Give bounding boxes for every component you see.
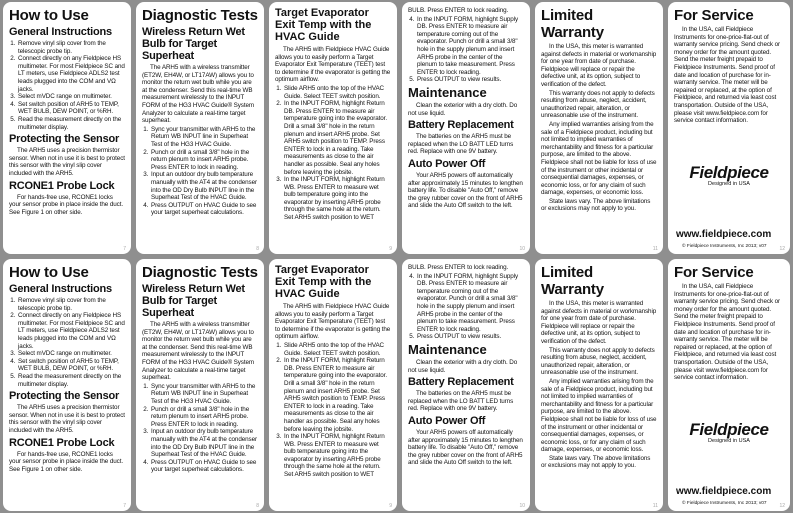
paragraph: The ARH5 with Fieldpiece HVAC Guide allows you to easily perform a Target Evaporator Exit Temperature (TEET) test to determine if the evaporator is getting the optimum airflow. [275, 46, 391, 84]
panel-diagnostic-tests [136, 259, 264, 511]
section-heading: Maintenance [408, 84, 487, 100]
panel-row [0, 259, 793, 511]
paragraph: In the USA, call Fieldpiece Instruments for one-price-flat-out of warranty service pricing. Send check or money order for the amount quoted. Send the meter freight prepaid to Fieldpiece Instruments. Send proof of date and location of purchase for in-warranty service. The meter will be repaired or replaced, at the option of Fieldpiece, and returned via least cost transportation. Outside of the USA, please visit www.fieldpiece.com for service contact information. [674, 283, 780, 382]
paragraph: For hands-free use, RCONE1 locks your sensor probe in place inside the duct. See Figure 1 on other side. [9, 450, 124, 473]
paragraph: The ARH5 with a wireless transmitter (ET2W, EH4W, or LT17AW) allows you to monitor the return wet bulb while you are at the condenser. Send this real-time WB measurement wirelessly to the INPUT FORM of the HG3 HVAC Guide® System Analyzer to calculate a real-time target superheat. [142, 64, 255, 125]
copyright: © Fieldpiece Instruments, Inc 2013; v07 [682, 501, 767, 506]
page-number: 11 [652, 246, 658, 252]
section-heading: RCONE1 Probe Lock [9, 436, 115, 449]
section-heading: Auto Power Off [408, 414, 486, 427]
paragraph: State laws vary. The above limitations or exclusions may not apply to you. [541, 454, 651, 470]
panel-service [668, 259, 790, 511]
steps-list [9, 40, 125, 131]
steps-list [408, 273, 524, 341]
section-heading: Protecting the Sensor [9, 390, 120, 403]
panel-how-to-use [3, 259, 131, 511]
paragraph: State laws vary. The above limitations or exclusions may not apply to you. [541, 197, 651, 213]
panel-title: Target Evaporator Exit Temp with the HVAC Guide [275, 264, 372, 300]
panel-teet [269, 2, 397, 254]
logo-tagline: Designed in USA [708, 438, 750, 444]
list-item: 4. Press OUTPUT on HVAC Guide to see your target superheat calculations. [150, 459, 258, 474]
panel-warranty [535, 2, 663, 254]
panel-title: Diagnostic Tests [142, 7, 258, 24]
page-number: 12 [779, 503, 785, 509]
list-item: 1. Sync your transmitter with ARH5 to the Return WB INPUT line in Superheat Test of the HG3 HVAC Guide. [150, 383, 258, 406]
brand-logo [684, 164, 774, 188]
list-item: 2. Connect directly on any Fieldpiece HS multimeter. For most Fieldpiece SC and LT meters, use Fieldpiece ADLS2 test leads plugged into the COM and VΩ jacks. [17, 312, 125, 350]
list-item: 1. Slide ARH5 onto the top of the HVAC Guide. Select TEET switch position. [283, 85, 391, 100]
list-item: 1. Remove vinyl slip cover from the telescopic probe tip. [17, 40, 125, 55]
list-item: 2. Connect directly on any Fieldpiece HS multimeter. For most Fieldpiece SC and LT meters, use Fieldpiece ADLS2 test leads plugged into the COM and VΩ jacks. [17, 55, 125, 93]
list-item: 1. Slide ARH5 onto the top of the HVAC Guide. Select TEET switch position. [283, 342, 391, 357]
panel-title: How to Use [9, 7, 89, 24]
list-item: 3. Input an outdoor dry bulb temperature manually with the AT4 at the condenser into the OD Dry Bulb INPUT line in the Superheat Test of the HVAC Guide. [150, 171, 258, 201]
list-item: 5. Read the measurement directly on the multimeter display. [17, 116, 125, 131]
steps-list [142, 126, 258, 217]
list-item: 3. Select mVDC range on multimeter. [17, 93, 125, 101]
list-item: 4. In the INPUT FORM, highlight Supply DB. Press ENTER to measure air temperature coming out of the evaporator. Punch or drill a small 3/8" hole in the supply plenum and insert ARH5 probe in the center of the plenum to take measurement. Press ENTER to lock reading. [416, 16, 524, 77]
logo-text: Fieldpiece [689, 420, 769, 439]
list-item: 5. Press OUTPUT to view results. [416, 76, 524, 84]
page-number: 9 [389, 246, 392, 252]
logo-tagline: Designed in USA [708, 181, 750, 187]
steps-list [275, 85, 391, 222]
list-item: 2. In the INPUT FORM, highlight Return DB. Press ENTER to measure air temperature going into the evaporator. Drill a small 3/8" hole in the return plenum and insert ARH5 probe. Set ARH5 switch position to TEMP. Press ENTER to lock in a reading. Take measurements as close to the air handler as possible. Seal any holes before leaving the jobsite. [283, 100, 391, 176]
page-number: 8 [256, 503, 259, 509]
list-item: 3. In the INPUT FORM, highlight Return WB. Press ENTER to measure wet bulb temperature going into the evaporator by inserting ARH5 probe through the same hole at the return. Set ARH5 switch position to WET [283, 433, 391, 479]
section-heading: Protecting the Sensor [9, 133, 120, 146]
paragraph: The batteries on the ARH5 must be replaced when the LO BATT LED turns red. Replace with one 9V battery. [408, 133, 514, 156]
page-number: 9 [389, 503, 392, 509]
page-number: 7 [123, 503, 126, 509]
panel-warranty [535, 259, 663, 511]
list-item: 4. Set switch position of ARH5 to TEMP, WET BULB, DEW POINT, or %RH. [17, 358, 125, 373]
paragraph: This warranty does not apply to defects resulting from abuse, neglect, accident, unauthorized repair, alteration, or unreasonable use of the instrument. [541, 346, 655, 377]
list-item: 2. In the INPUT FORM, highlight Return DB. Press ENTER to measure air temperature going into the evaporator. Drill a small 3/8" hole in the return plenum and insert ARH5 probe. Set ARH5 switch position to TEMP. Press ENTER to lock in a reading. Take measurements as close to the air handler as possible. Seal any holes before leaving the jobsite. [283, 357, 391, 433]
paragraph: The ARH5 with a wireless transmitter (ET2W, EH4W, or LT17AW) allows you to monitor the return wet bulb while you are at the condenser. Send this real-time WB measurement wirelessly to the INPUT FORM of the HG3 HVAC Guide® System Analyzer to calculate a real-time target superheat. [142, 321, 255, 382]
list-item: 4. In the INPUT FORM, highlight Supply DB. Press ENTER to measure air temperature coming out of the evaporator. Punch or drill a small 3/8" hole in the supply plenum and insert ARH5 probe in the center of the plenum to take measurement. Press ENTER to lock reading. [416, 273, 524, 334]
panel-service [668, 2, 790, 254]
paragraph: Any implied warranties arising from the sale of a Fieldpiece product, including but not limited to implied warranties of merchantability and fitness for a particular purpose, are limited to the above. Fieldpiece shall not be liable for loss of use of the instrument or other incidental or consequential damages, expenses, or economic loss, or for any claim of such damage, expenses, or economic loss. [541, 377, 657, 454]
paragraph: Any implied warranties arising from the sale of a Fieldpiece product, including but not limited to implied warranties of merchantability and fitness for a particular purpose, are limited to the above. Fieldpiece shall not be liable for loss of use of the instrument or other incidental or consequential damages, expenses, or economic loss, or for any claim of such damage, expenses, or economic loss. [541, 120, 657, 197]
paragraph: The batteries on the ARH5 must be replaced when the LO BATT LED turns red. Replace with one 9V battery. [408, 390, 514, 413]
section-heading: Auto Power Off [408, 157, 486, 170]
section-heading: Wireless Return Wet Bulb for Target Superheat [142, 283, 245, 319]
section-heading: General Instructions [9, 283, 112, 295]
panel-title: Diagnostic Tests [142, 264, 258, 281]
panel-title: For Service [674, 7, 754, 24]
section-heading: Battery Replacement [408, 119, 514, 132]
panel-row [0, 2, 793, 254]
section-heading: RCONE1 Probe Lock [9, 179, 115, 192]
paragraph: Your ARH5 powers off automatically after approximately 15 minutes to lengthen battery life. To disable "Auto Off," remove the grey rubber cover on the front of ARH5 and slide the Auto Off switch to the left. [408, 171, 523, 210]
paragraph: The ARH5 uses a precision thermistor sensor. When not in use it is best to protect this sensor with the vinyl slip cover included with the ARH5. [9, 404, 125, 434]
list-item: 3. In the INPUT FORM, highlight Return WB. Press ENTER to measure wet bulb temperature going into the evaporator by inserting ARH5 probe through the same hole at the return. Set ARH5 switch position to WET [283, 176, 391, 222]
panel-title: Limited Warranty [541, 7, 604, 41]
copyright: © Fieldpiece Instruments, Inc 2013; v07 [682, 244, 767, 249]
paragraph: BULB. Press ENTER to lock reading. [408, 7, 509, 14]
paragraph: The ARH5 with Fieldpiece HVAC Guide allows you to easily perform a Target Evaporator Exit Temperature (TEET) test to determine if the evaporator is getting the optimum airflow. [275, 303, 391, 341]
panel-title: For Service [674, 264, 754, 281]
page-number: 10 [519, 503, 525, 509]
logo-text: Fieldpiece [689, 163, 769, 182]
page-number: 12 [779, 246, 785, 252]
section-heading: General Instructions [9, 26, 112, 38]
paragraph: The ARH5 uses a precision thermistor sensor. When not in use it is best to protect this sensor with the vinyl slip cover included with the ARH5. [9, 147, 125, 177]
page-number: 11 [652, 503, 658, 509]
panel-maintenance [402, 259, 530, 511]
list-item: 3. Select mVDC range on multimeter. [17, 350, 125, 358]
list-item: 2. Punch or drill a small 3/8" hole in the return plenum to insert ARH5 probe. Press ENTER to lock in reading. [150, 406, 258, 429]
steps-list [275, 342, 391, 479]
panel-title: Limited Warranty [541, 264, 604, 298]
page-number: 10 [519, 246, 525, 252]
steps-list [408, 16, 524, 84]
website-link[interactable]: www.fieldpiece.com [676, 486, 772, 497]
steps-list [142, 383, 258, 474]
brand-logo [684, 421, 774, 445]
paragraph: For hands-free use, RCONE1 locks your sensor probe in place inside the duct. See Figure 1 on other side. [9, 193, 124, 216]
list-item: 5. Press OUTPUT to view results. [416, 333, 524, 341]
paragraph: In the USA, this meter is warranted against defects in material or workmanship for one year from date of purchase. Fieldpiece will replace or repair the defective unit, at its option, subject to verification of the defect. [541, 43, 657, 88]
section-heading: Battery Replacement [408, 376, 514, 389]
section-heading: Wireless Return Wet Bulb for Target Superheat [142, 26, 245, 62]
page-number: 8 [256, 246, 259, 252]
list-item: 1. Remove vinyl slip cover from the telescopic probe tip. [17, 297, 125, 312]
list-item: 3. Input an outdoor dry bulb temperature manually with the AT4 at the condenser into the OD Dry Bulb INPUT line in the Superheat Test of the HVAC Guide. [150, 428, 258, 458]
paragraph: In the USA, this meter is warranted against defects in material or workmanship for one year from date of purchase. Fieldpiece will replace or repair the defective unit, at its option, subject to verification of the defect. [541, 300, 657, 345]
list-item: 2. Punch or drill a small 3/8" hole in the return plenum to insert ARH5 probe. Press ENTER to lock in reading. [150, 149, 258, 172]
website-link[interactable]: www.fieldpiece.com [676, 229, 772, 240]
panel-how-to-use [3, 2, 131, 254]
paragraph: Clean the exterior with a dry cloth. Do not use liquid. [408, 101, 518, 117]
panel-maintenance [402, 2, 530, 254]
paragraph: BULB. Press ENTER to lock reading. [408, 264, 509, 271]
paragraph: This warranty does not apply to defects resulting from abuse, neglect, accident, unauthorized repair, alteration, or unreasonable use of the instrument. [541, 89, 655, 120]
list-item: 1. Sync your transmitter with ARH5 to the Return WB INPUT line in Superheat Test of the HG3 HVAC Guide. [150, 126, 258, 149]
panel-teet [269, 259, 397, 511]
section-heading: Maintenance [408, 341, 487, 357]
list-item: 5. Read the measurement directly on the multimeter display. [17, 373, 125, 388]
page-number: 7 [123, 246, 126, 252]
list-item: 4. Set switch position of ARH5 to TEMP, WET BULB, DEW POINT, or %RH. [17, 101, 125, 116]
list-item: 4. Press OUTPUT on HVAC Guide to see your target superheat calculations. [150, 202, 258, 217]
panel-title: Target Evaporator Exit Temp with the HVAC Guide [275, 7, 372, 43]
steps-list [9, 297, 125, 388]
panel-diagnostic-tests [136, 2, 264, 254]
paragraph: Clean the exterior with a dry cloth. Do not use liquid. [408, 358, 518, 374]
panel-title: How to Use [9, 264, 89, 281]
paragraph: Your ARH5 powers off automatically after approximately 15 minutes to lengthen battery life. To disable "Auto Off," remove the grey rubber cover on the front of ARH5 and slide the Auto Off switch to the left. [408, 428, 523, 467]
paragraph: In the USA, call Fieldpiece Instruments for one-price-flat-out of warranty service pricing. Send check or money order for the amount quoted. Send the meter freight prepaid to Fieldpiece Instruments. Send proof of date and location of purchase for in-warranty service. The meter will be repaired or replaced, at the option of Fieldpiece, and returned via least cost transportation. Outside of the USA, please visit www.fieldpiece.com for service contact information. [674, 26, 780, 125]
